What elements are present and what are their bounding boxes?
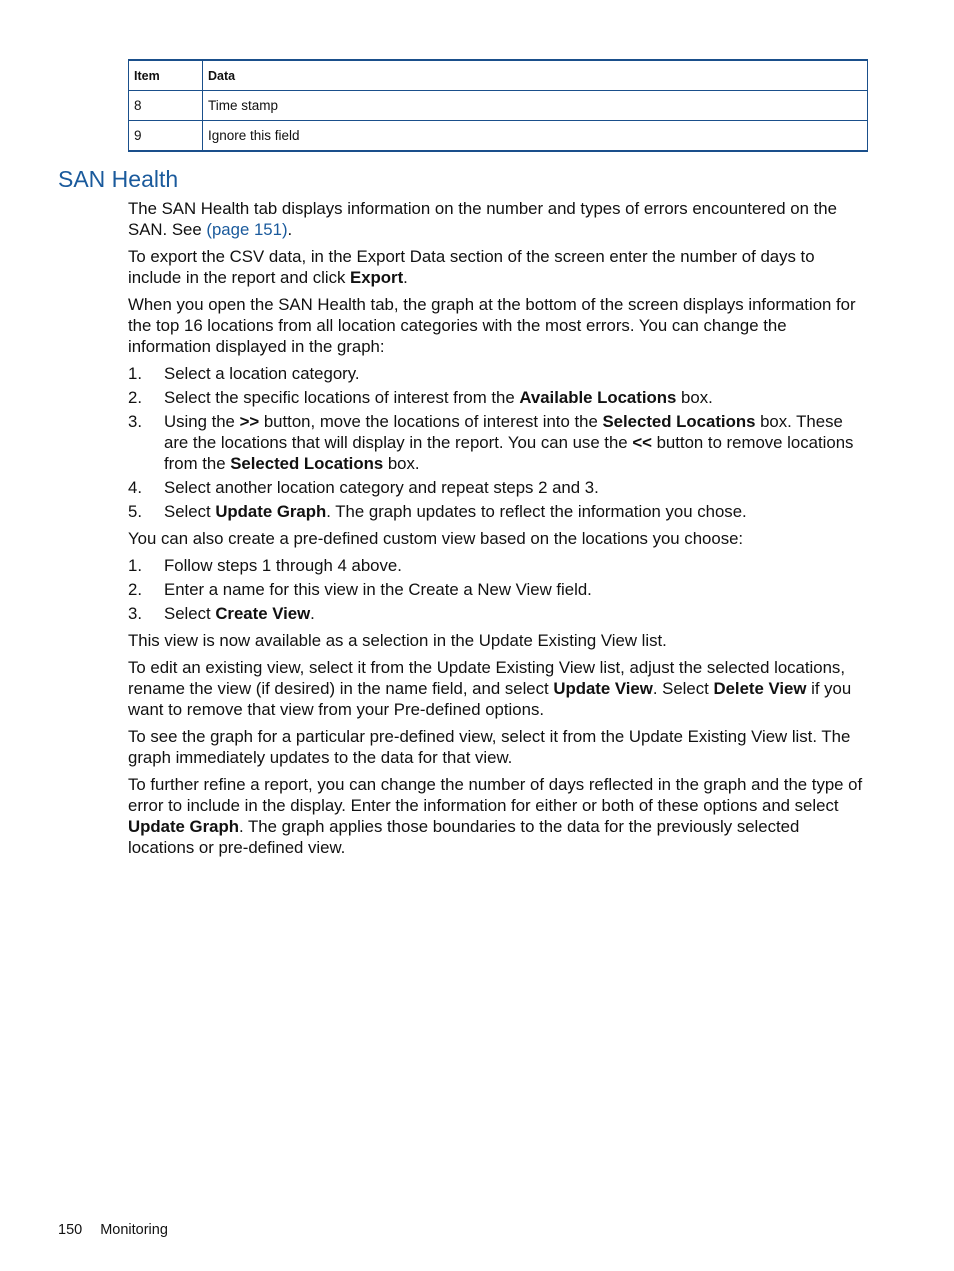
step-text: Enter a name for this view in the Create a New View field.	[164, 580, 592, 599]
table-row	[129, 121, 868, 152]
footer-section: Monitoring	[100, 1222, 168, 1238]
header-data: Data	[203, 60, 868, 91]
table-header-row	[129, 60, 868, 91]
step-text: button, move the locations of interest into the	[259, 412, 603, 431]
step-bold: <<	[632, 433, 652, 452]
list-item	[128, 501, 870, 522]
step-bold: Selected Locations	[230, 454, 384, 473]
step-text: Select the specific locations of interest from the	[164, 388, 520, 407]
list-item	[128, 363, 870, 384]
page-footer	[58, 1222, 168, 1238]
edit-view-paragraph	[128, 657, 870, 720]
cell-data: Time stamp	[203, 91, 868, 121]
step-text: Select	[164, 502, 216, 521]
step-number: 3.	[128, 412, 142, 431]
step-number: 2.	[128, 580, 142, 599]
step-text: Select a location category.	[164, 364, 360, 383]
step-result-note: This view is now available as a selection in the Update Existing View list.	[128, 631, 667, 650]
intro-paragraph	[128, 198, 870, 240]
step-text: box. These are the locations that will display in the report. You can use the	[164, 412, 843, 452]
export-end: .	[403, 268, 408, 287]
cell-data: Ignore this field	[203, 121, 868, 152]
edit-text: To edit an existing view, select it from the Update Existing View list, adjust the selected locations, rename the view (if desired) in the name field, and select	[128, 658, 845, 698]
step-bold: >>	[239, 412, 260, 431]
section-title: SAN Health	[58, 166, 179, 192]
export-paragraph	[128, 246, 870, 288]
header-item: Item	[129, 60, 203, 91]
step-text: . The graph updates to reflect the information you chose.	[326, 502, 747, 521]
step-number: 1.	[128, 556, 142, 575]
step-text: Select	[164, 604, 216, 623]
step-text: Using the	[164, 412, 240, 431]
step-text: Follow steps 1 through 4 above.	[164, 556, 402, 575]
list-item	[128, 411, 870, 474]
list-item	[128, 477, 870, 498]
step-number: 5.	[128, 502, 142, 521]
edit-bold: Delete View	[713, 679, 807, 698]
cell-item: 9	[129, 121, 203, 152]
step-number: 4.	[128, 478, 142, 497]
step-text: Select another location category and repeat steps 2 and 3.	[164, 478, 599, 497]
list-item	[128, 387, 870, 408]
steps-list	[128, 363, 870, 522]
intro-end: .	[287, 220, 293, 239]
step-bold: Create View	[215, 604, 311, 623]
refine-text: . The graph applies those boundaries to the data for the previously selected locations or pre-defined view.	[128, 817, 800, 857]
refine-text: To further refine a report, you can change the number of days reflected in the graph and the type of error to include in the display. Enter the information for either or both of these options and select	[128, 775, 863, 815]
graph-paragraph: When you open the SAN Health tab, the graph at the bottom of the screen displays information for the top 16 locations from all location categories with the most errors. You can change the information displayed in the graph:	[128, 295, 856, 356]
custom-view-paragraph: You can also create a pre-defined custom view based on the locations you choose:	[128, 529, 744, 548]
page-link[interactable]: (page 151)	[206, 220, 288, 239]
custom-view-steps-list	[128, 555, 870, 624]
export-text: To export the CSV data, in the Export Data section of the screen enter the number of days to include in the report and click	[128, 247, 815, 287]
step-text: box.	[676, 388, 713, 407]
list-item	[128, 555, 870, 576]
edit-text: . Select	[652, 679, 714, 698]
table-row	[129, 91, 868, 121]
see-graph-paragraph: To see the graph for a particular pre-defined view, select it from the Update Existing View list. The graph immediately updates to the data for that view.	[128, 727, 851, 767]
step-text: button to remove locations from the	[164, 433, 854, 473]
step-text: .	[310, 604, 315, 623]
edit-bold: Update View	[553, 679, 653, 698]
page-number: 150	[58, 1222, 83, 1238]
refine-paragraph	[128, 774, 870, 858]
step-number: 1.	[128, 364, 142, 383]
step-number: 3.	[128, 604, 142, 623]
step-bold: Update Graph	[215, 502, 327, 521]
refine-bold: Update Graph	[128, 817, 239, 836]
step-text: box.	[383, 454, 420, 473]
cell-item: 8	[129, 91, 203, 121]
data-table	[128, 59, 868, 152]
export-bold: Export	[350, 268, 404, 287]
intro-text: The SAN Health tab displays information on the number and types of errors encountered on the SAN. See	[128, 199, 837, 239]
edit-text: if you want to remove that view from your Pre-defined options.	[128, 679, 852, 719]
step-bold: Available Locations	[519, 388, 677, 407]
section-body	[128, 198, 870, 864]
step-bold: Selected Locations	[602, 412, 756, 431]
list-item	[128, 603, 870, 624]
step-number: 2.	[128, 388, 142, 407]
list-item	[128, 579, 870, 600]
